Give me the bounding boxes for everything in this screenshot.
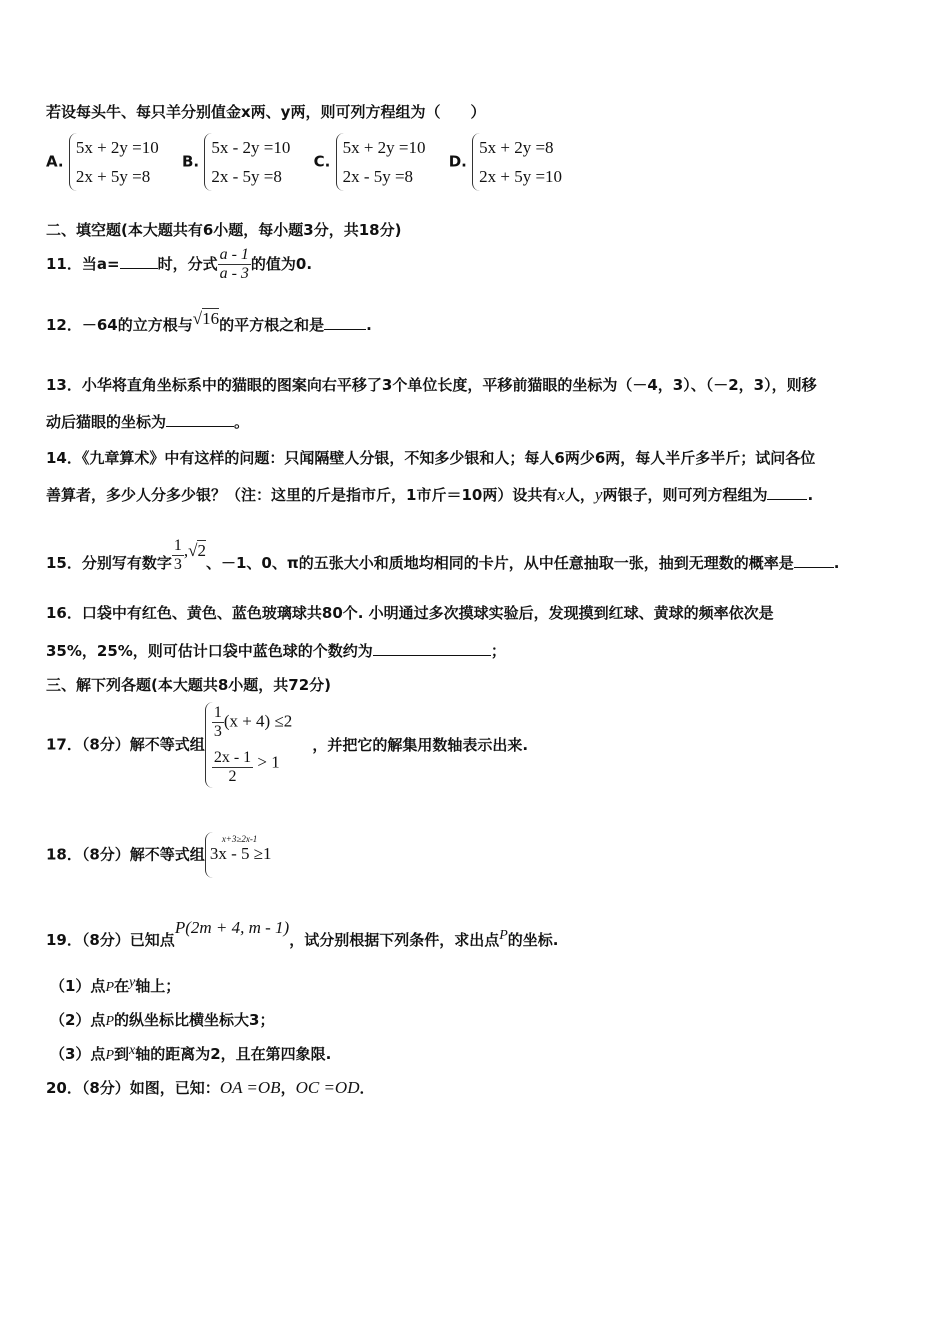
sqrt: √16	[192, 309, 220, 328]
text: 17．（8分）解不等式组	[46, 735, 205, 754]
option-label: C.	[313, 152, 331, 171]
question-12	[46, 309, 372, 335]
question-13-line1: 13．小华将直角坐标系中的猫眼的图案向右平移了3个单位长度，平移前猫眼的坐标为（－4，3）、（－2，3），则移	[46, 376, 817, 394]
var: P	[105, 1014, 114, 1029]
sqrt: ,√2	[183, 541, 206, 560]
option-label: D.	[448, 152, 467, 171]
fraction	[172, 537, 184, 574]
question-16-line2	[46, 641, 506, 661]
text: 35%，25%，则可估计口袋中蓝色球的个数约为	[46, 642, 373, 660]
question-19-item	[50, 976, 180, 998]
text: 18．（8分）解不等式组	[46, 845, 205, 864]
inequality: 3x - 5 ≥1	[209, 844, 272, 863]
radicand: 16	[202, 309, 220, 328]
numerator: a - 1	[219, 246, 249, 263]
var: y	[594, 485, 603, 504]
denominator: 3	[213, 723, 222, 740]
equation: 5x - 2y =10	[211, 138, 291, 157]
radicand: 2	[197, 541, 206, 560]
text: 的值为0.	[250, 255, 313, 273]
option-a	[46, 133, 159, 191]
inequality-system	[205, 832, 272, 878]
text: 轴的距离为2，且在第四象限.	[135, 1045, 332, 1063]
text: 15．分别写有数字	[46, 554, 172, 572]
equation: OA =OB	[219, 1078, 281, 1097]
text: .	[366, 316, 372, 334]
fraction	[218, 246, 251, 283]
question-18	[46, 832, 272, 878]
text: ，	[280, 1079, 296, 1097]
text: 20．（8分）如图，已知：	[46, 1079, 220, 1097]
question-14-line2	[46, 485, 813, 505]
numerator: 2x - 1	[213, 749, 252, 766]
var: x	[557, 485, 565, 504]
option-label: B.	[182, 152, 200, 171]
equation-system	[336, 133, 426, 191]
text: 善算者，多少人分多少银？（注：这里的斤是指市斤，1市斤＝10两）设共有	[46, 486, 558, 504]
text: 时，分式	[157, 255, 218, 273]
numerator: 1	[173, 537, 182, 554]
equation: OC =OD	[295, 1078, 360, 1097]
text: 12．－64的立方根与	[46, 316, 193, 334]
text: ．	[359, 1079, 375, 1097]
fraction	[212, 749, 253, 786]
text: 的纵坐标比横坐标大3；	[114, 1011, 275, 1029]
equation: 5x + 2y =10	[342, 138, 426, 157]
text: （1）点	[50, 977, 106, 995]
option-c	[314, 133, 426, 191]
text: ；	[490, 642, 506, 660]
option-label: A.	[46, 152, 64, 171]
var: y	[129, 975, 136, 990]
text: 人，	[564, 486, 595, 504]
section-heading: 三、解下列各题(本大题共8小题，共72分)	[46, 676, 332, 694]
answer-blank	[373, 641, 491, 656]
answer-blank	[794, 553, 834, 568]
text: ，试分别根据下列条件，求出点	[289, 931, 500, 949]
text: ，并把它的解集用数轴表示出来.	[312, 735, 529, 754]
denominator: 2	[228, 768, 237, 785]
equation: 2x - 5y =8	[211, 167, 282, 186]
equation-system	[472, 133, 562, 191]
text: 的平方根之和是	[219, 316, 325, 334]
text: 两银子，则可列方程组为	[602, 486, 768, 504]
text: 到	[114, 1045, 130, 1063]
q10-stem: 若设每头牛、每只羊分别值金x两、y两，则可列方程组为（ ）	[46, 103, 486, 121]
text: 、－1、0、π的五张大小和质地均相同的卡片，从中任意抽取一张，抽到无理数的概率是	[205, 554, 794, 572]
text: 。	[234, 413, 250, 431]
question-17	[46, 702, 528, 788]
answer-blank	[120, 254, 158, 269]
text: （3）点	[50, 1045, 106, 1063]
fraction	[212, 704, 224, 741]
question-19	[46, 918, 559, 952]
answer-blank	[767, 485, 807, 500]
var: P	[499, 928, 508, 943]
question-16-line1: 16．口袋中有红色、黄色、蓝色玻璃球共80个. 小明通过多次摸球实验后，发现摸到红球、黄球的频率依次是	[46, 604, 774, 622]
q10-options	[46, 133, 580, 191]
inequality-system	[205, 702, 293, 788]
inequality: > 1	[257, 752, 280, 772]
question-13-line2	[46, 412, 249, 432]
var: x	[129, 1043, 136, 1058]
equation: 5x + 2y =10	[75, 138, 159, 157]
question-15	[46, 537, 840, 582]
var: P	[105, 1048, 114, 1063]
question-11	[46, 246, 312, 283]
numerator: 1	[213, 704, 222, 721]
question-14-line1: 14．《九章算术》中有这样的问题：只闻隔壁人分银，不知多少银和人；每人6两少6两，每人半斤多半斤；试问各位	[46, 449, 816, 467]
answer-blank	[166, 412, 234, 427]
question-20	[46, 1078, 375, 1098]
text: 11．当a=	[46, 255, 120, 273]
equation: 2x - 5y =8	[342, 167, 414, 186]
option-d	[449, 133, 562, 191]
denominator: 3	[173, 556, 182, 573]
answer-blank	[324, 315, 366, 330]
option-b	[182, 133, 290, 191]
text: .	[807, 486, 814, 504]
inequality: (x + 4) ≤2	[223, 711, 293, 731]
point: P(2m + 4, m - 1)	[174, 918, 290, 937]
equation: 2x + 5y =10	[479, 167, 563, 186]
question-19-item	[50, 1010, 274, 1032]
equation-system	[69, 133, 159, 191]
var: P	[105, 980, 114, 995]
text: （2）点	[50, 1011, 106, 1029]
equation: 2x + 5y =8	[75, 167, 151, 186]
question-19-item	[50, 1044, 331, 1066]
text: 的坐标.	[507, 931, 559, 949]
equation: 5x + 2y =8	[479, 138, 554, 157]
text: 轴上；	[135, 977, 181, 995]
section-heading: 二、填空题(本大题共有6小题，每小题3分，共18分)	[46, 221, 402, 239]
text: .	[833, 554, 840, 572]
denominator: a - 3	[219, 265, 249, 282]
text: 动后猫眼的坐标为	[46, 413, 167, 431]
text: 19．（8分）已知点	[46, 931, 175, 949]
text: 在	[114, 977, 130, 995]
inequality: x+3≥2x-1	[221, 834, 258, 844]
equation-system	[204, 133, 290, 191]
